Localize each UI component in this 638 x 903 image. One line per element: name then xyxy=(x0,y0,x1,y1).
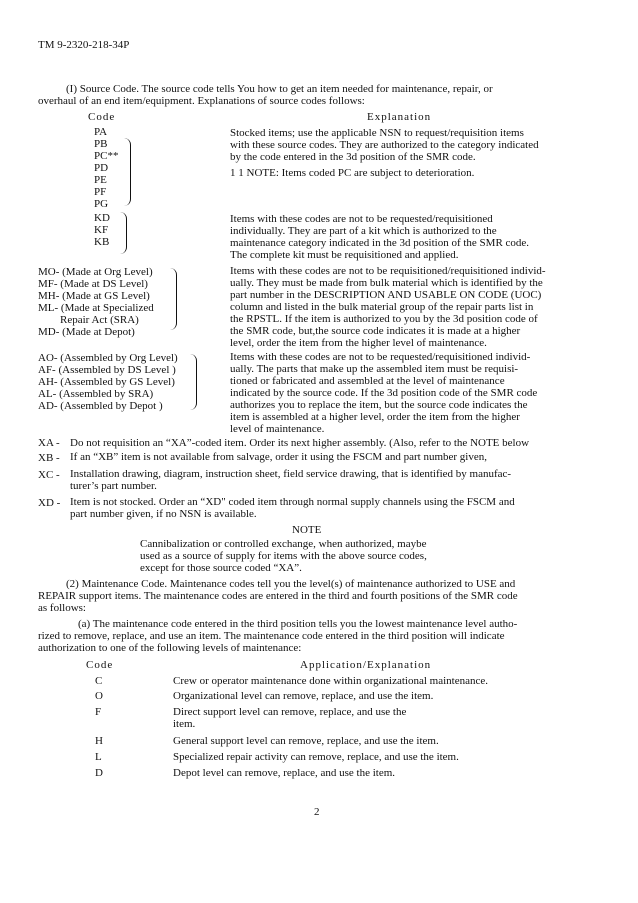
explanation-line: turer’s part number. xyxy=(70,480,157,492)
code-item: AO- (Assembled by Org Level) xyxy=(38,352,178,364)
explanation-line: ually. They must be made from bulk material which is identified by the xyxy=(230,277,543,289)
explanation-line: part number in the DESCRIPTION AND USABLE ON CODE (UOC) xyxy=(230,289,542,301)
note-line: except for those source coded “XA”. xyxy=(140,562,302,574)
maintenance-code: L xyxy=(95,751,102,763)
code-item: MD- (Made at Depot) xyxy=(38,326,135,338)
code-item: KF xyxy=(94,224,109,236)
explanation-line: Items with these codes are not to be requested/requisitioned individ- xyxy=(230,351,531,363)
code-item: Repair Act (SRA) xyxy=(60,314,139,326)
maintenance-explanation: Depot level can remove, replace, and use the item. xyxy=(173,767,396,779)
code-item: AL- (Assembled by SRA) xyxy=(38,388,154,400)
x-code-explanation: If an “XB” item is not available from salvage, order it using the FSCM and part number given, xyxy=(70,451,487,463)
document-number: TM 9-2320-218-34P xyxy=(38,39,130,51)
code-item: MH- (Made at GS Level) xyxy=(38,290,150,302)
explanation-line: with these source codes. They are authorized to the category indicated xyxy=(230,139,539,151)
explanation-line: Item is not stocked. Order an “XD" coded item through normal supply channels using the FSCM and xyxy=(70,496,515,508)
x-code: XC - xyxy=(38,469,60,481)
maintenance-code: C xyxy=(95,675,103,687)
page-number: 2 xyxy=(314,806,320,818)
maintenance-code: F xyxy=(95,706,102,718)
maintenance-code-line-2: REPAIR support items. The maintenance codes are entered in the third and fourth positions of the SMR code xyxy=(38,590,518,602)
source-code-intro-line-1: (I) Source Code. The source code tells You how to get an item needed for maintenance, repair, or xyxy=(66,83,493,95)
code-item: PC** xyxy=(94,150,119,162)
maintenance-explanation xyxy=(173,706,406,730)
explanation-line: column and listed in the bulk material group of the repair parts list in xyxy=(230,301,534,313)
explanation-line: indicated by the source code. If the 3d position code of the SMR code xyxy=(230,387,538,399)
code-item: PE xyxy=(94,174,107,186)
group-brace xyxy=(190,354,197,410)
source-code-group-m xyxy=(38,266,154,338)
source-code-group-k xyxy=(94,212,110,248)
x-code-explanation: Do not requisition an “XA”-coded item. Order its next higher assembly. (Also, refer to the NOTE below xyxy=(70,437,530,449)
maintenance-explanation: Specialized repair activity can remove, replace, and use the item. xyxy=(173,751,459,763)
explanation-line: Stocked items; use the applicable NSN to request/requisition items xyxy=(230,127,524,139)
group-brace xyxy=(170,268,177,330)
explanation-column-header: Explanation xyxy=(367,111,432,123)
x-code-explanation xyxy=(70,496,515,520)
code-item: MO- (Made at Org Level) xyxy=(38,266,153,278)
group-explanation xyxy=(230,127,539,163)
source-code-intro-line-2: overhaul of an end item/equipment. Explanations of source codes follows: xyxy=(38,95,365,107)
x-code: XB - xyxy=(38,452,60,464)
explanation-line: the RPSTL. If the item is authorized to you by the 3d position code of xyxy=(230,313,538,325)
group-explanation xyxy=(230,213,529,261)
maintenance-code-line-1: (2) Maintenance Code. Maintenance codes tell you the level(s) of maintenance authorized to USE and xyxy=(66,578,516,590)
code-item: PG xyxy=(94,198,109,210)
application-column-header: Application/Explanation xyxy=(300,659,432,671)
third-position-line-1: (a) The maintenance code entered in the third position tells you the lowest maintenance level autho- xyxy=(78,618,518,630)
explanation-line: Items with these codes are not to be requested/requisitioned xyxy=(230,213,493,225)
maintenance-code: H xyxy=(95,735,103,747)
explanation-line: item. xyxy=(173,718,196,730)
maintenance-code: D xyxy=(95,767,103,779)
maintenance-explanation: Organizational level can remove, replace, and use the item. xyxy=(173,690,434,702)
code-item: PF xyxy=(94,186,107,198)
note-body xyxy=(140,538,427,574)
code-item: KD xyxy=(94,212,110,224)
explanation-line: authorizes you to replace the item, but the source code indicates the xyxy=(230,399,528,411)
group-explanation xyxy=(230,351,537,435)
code-item: AH- (Assembled by GS Level) xyxy=(38,376,175,388)
maintenance-code-line-3: as follows: xyxy=(38,602,86,614)
x-code: XA - xyxy=(38,437,60,449)
note-line: used as a source of supply for items with the above source codes, xyxy=(140,550,427,562)
explanation-line: Installation drawing, diagram, instruction sheet, field service drawing, that is identified by manufac- xyxy=(70,468,512,480)
explanation-line: Items with these codes are not to be requisitioned/requisitioned individ- xyxy=(230,265,546,277)
explanation-line: ually. The parts that make up the assembled item must be requisi- xyxy=(230,363,519,375)
x-code-explanation xyxy=(70,468,511,492)
code-item: AF- (Assembled by DS Level ) xyxy=(38,364,176,376)
explanation-line: level of maintenance. xyxy=(230,423,325,435)
explanation-line: item is assembled at a higher level, order the item from the higher xyxy=(230,411,520,423)
source-code-group-p xyxy=(94,126,118,210)
explanation-line: tioned or fabricated and assembled at the level of maintenance xyxy=(230,375,505,387)
code-item: AD- (Assembled by Depot ) xyxy=(38,400,163,412)
code-item: MF- (Made at DS Level) xyxy=(38,278,148,290)
code-item: PB xyxy=(94,138,108,150)
maintenance-code: O xyxy=(95,690,103,702)
group-explanation xyxy=(230,265,546,349)
explanation-line: level, order the item from the higher level of maintenance. xyxy=(230,337,487,349)
group-brace xyxy=(120,212,127,254)
explanation-line: The complete kit must be requisitioned and applied. xyxy=(230,249,459,261)
third-position-line-3: authorization to one of the following levels of maintenance: xyxy=(38,642,302,654)
code-item: PD xyxy=(94,162,109,174)
note-title: NOTE xyxy=(292,524,322,536)
note-line: Cannibalization or controlled exchange, when authorized, maybe xyxy=(140,538,427,550)
code-column-header: Code xyxy=(88,111,116,123)
explanation-line: by the code entered in the 3d position of the SMR code. xyxy=(230,151,476,163)
pc-note: 1 1 NOTE: Items coded PC are subject to deterioration. xyxy=(230,167,475,179)
explanation-line: part number given, if no NSN is available. xyxy=(70,508,257,520)
source-code-group-a xyxy=(38,352,178,412)
explanation-line: individually. They are part of a kit which is authorized to the xyxy=(230,225,497,237)
code-item: KB xyxy=(94,236,110,248)
maintenance-code-column-header: Code xyxy=(86,659,114,671)
group-brace xyxy=(124,138,131,206)
third-position-line-2: rized to remove, replace, and use an item. The maintenance code entered in the third position will indicate xyxy=(38,630,505,642)
explanation-line: the SMR code, but,the source code indicates it is made at a higher xyxy=(230,325,521,337)
explanation-line: Direct support level can remove, replace, and use the xyxy=(173,706,407,718)
maintenance-explanation: Crew or operator maintenance done within organizational maintenance. xyxy=(173,675,489,687)
maintenance-explanation: General support level can remove, replace, and use the item. xyxy=(173,735,439,747)
code-item: ML- (Made at Specialized xyxy=(38,302,154,314)
explanation-line: maintenance category indicated in the 3d position of the SMR code. xyxy=(230,237,530,249)
x-code: XD - xyxy=(38,497,61,509)
code-item: PA xyxy=(94,126,108,138)
